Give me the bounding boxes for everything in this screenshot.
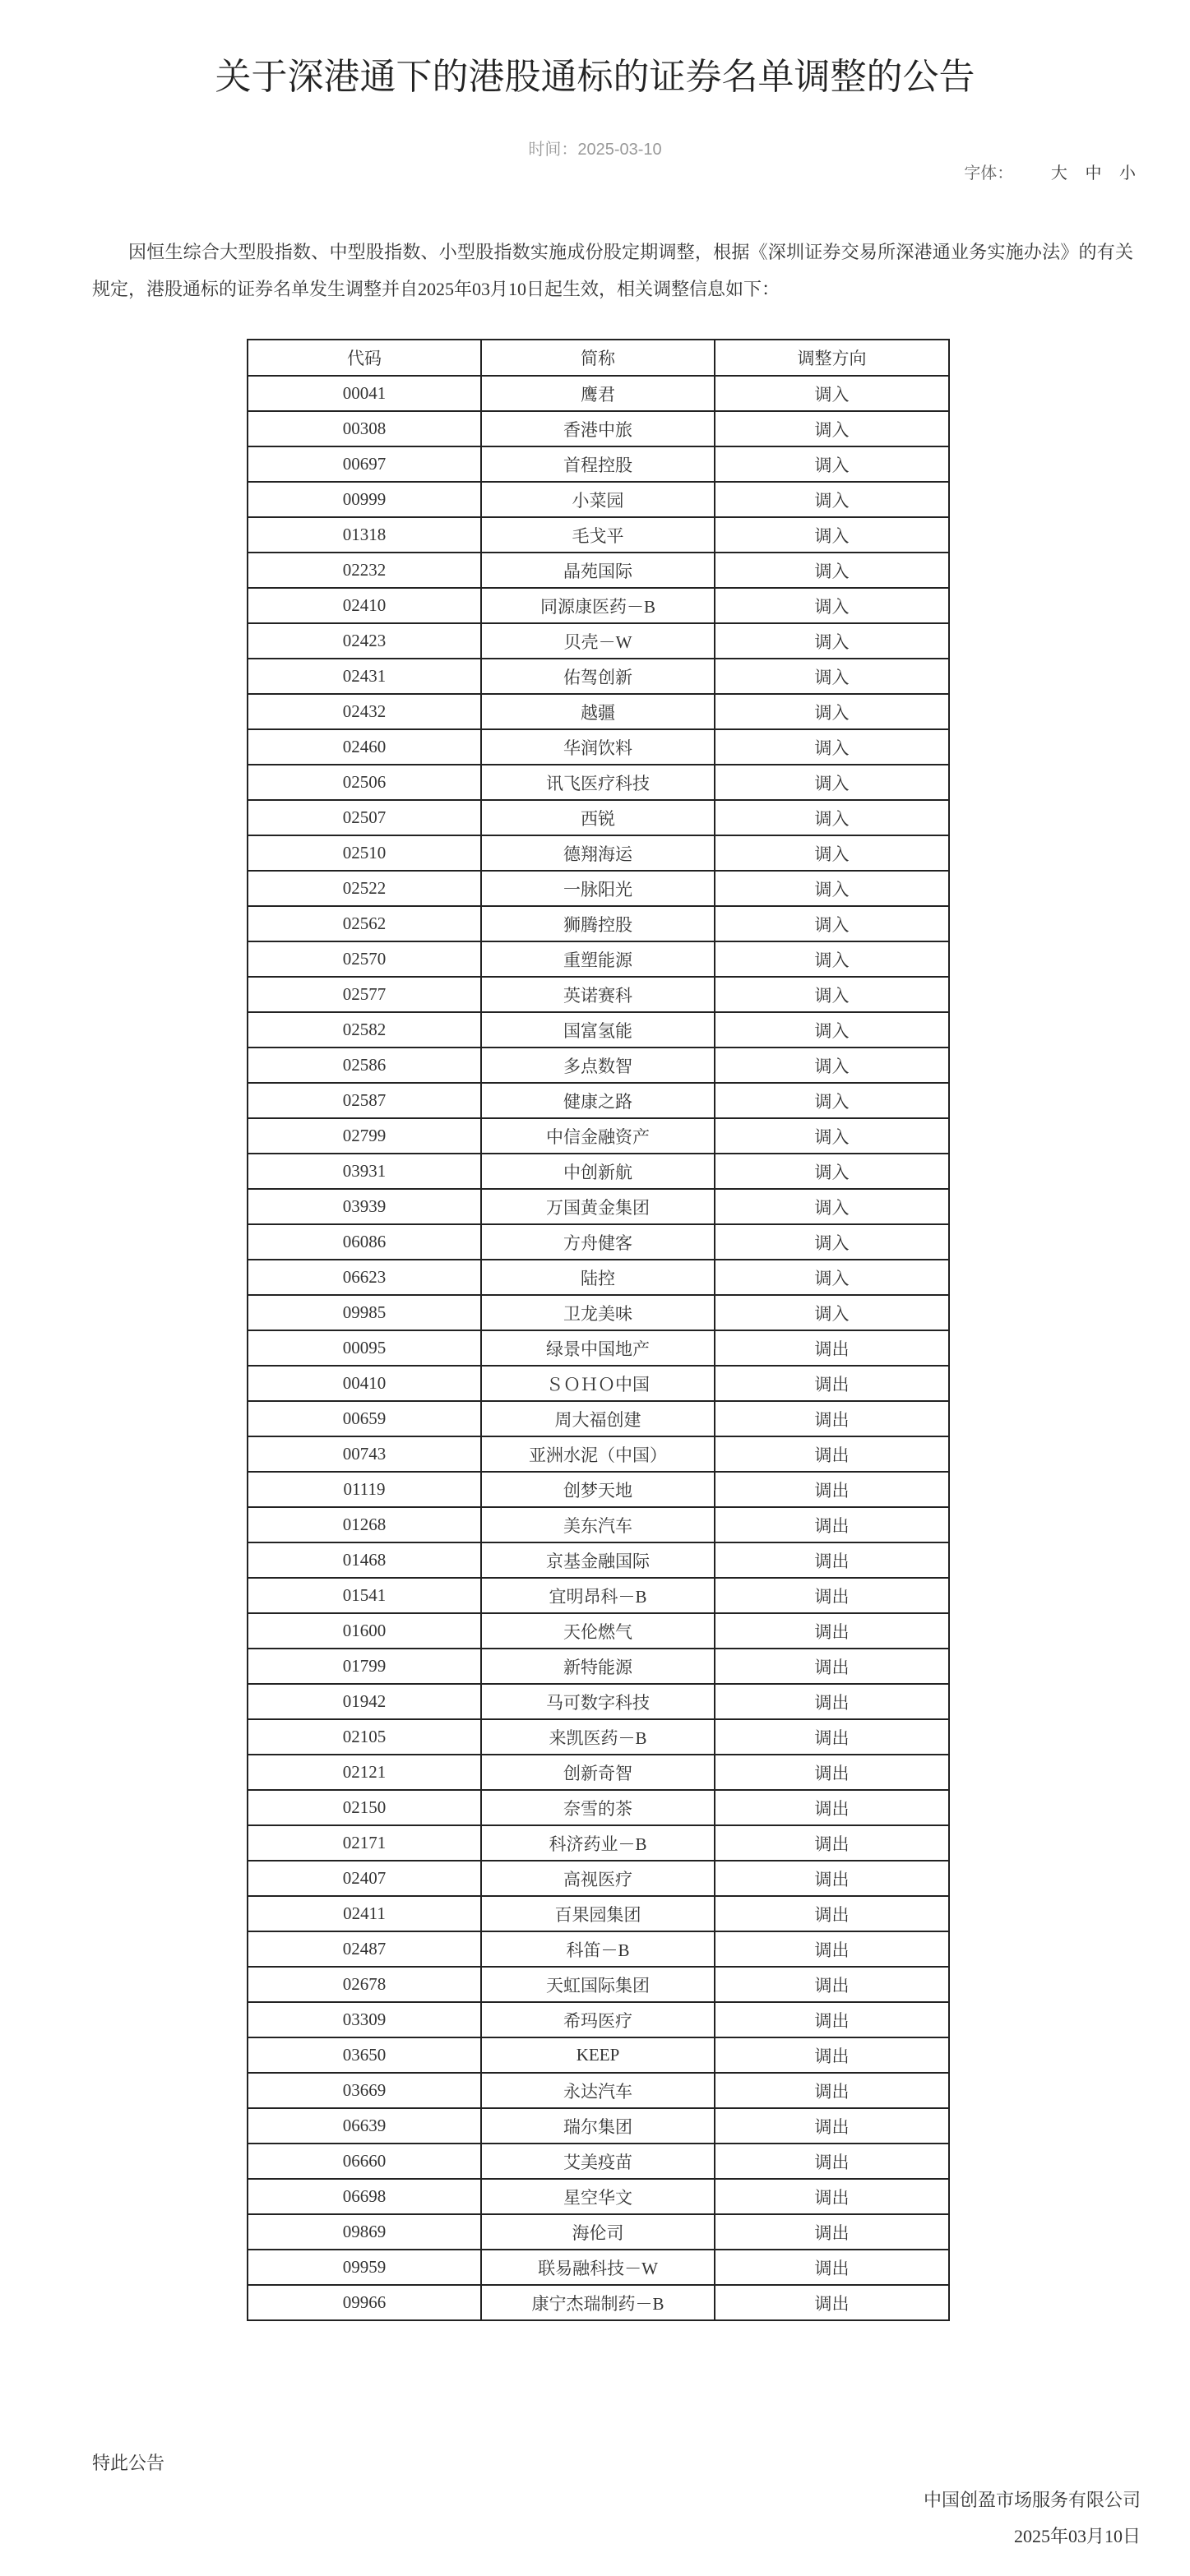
table-row — [248, 1330, 949, 1366]
direction-cell: 调出 — [715, 1967, 949, 2002]
stock-code-cell: 00308 — [248, 411, 481, 446]
stock-name-cell: 星空华文 — [481, 2179, 715, 2214]
header-code: 代码 — [248, 340, 481, 376]
stock-name-cell: 奈雪的茶 — [481, 1790, 715, 1825]
stock-name-cell: 创梦天地 — [481, 1472, 715, 1507]
table-row — [248, 1295, 949, 1330]
stock-code-cell: 02678 — [248, 1967, 481, 2002]
table-row — [248, 1083, 949, 1118]
direction-cell: 调出 — [715, 1613, 949, 1649]
table-row — [248, 659, 949, 694]
direction-cell: 调出 — [715, 1684, 949, 1719]
table-row — [248, 1967, 949, 2002]
direction-cell: 调出 — [715, 1401, 949, 1436]
stock-name-cell: 卫龙美味 — [481, 1295, 715, 1330]
direction-cell: 调出 — [715, 1861, 949, 1896]
stock-code-cell: 02410 — [248, 588, 481, 623]
stock-code-cell: 06623 — [248, 1260, 481, 1295]
direction-cell: 调出 — [715, 1366, 949, 1401]
stock-name-cell: 毛戈平 — [481, 517, 715, 553]
stock-name-cell: 绿景中国地产 — [481, 1330, 715, 1366]
direction-cell: 调入 — [715, 765, 949, 800]
table-row — [248, 1649, 949, 1684]
stock-code-cell: 03931 — [248, 1154, 481, 1189]
stock-name-cell: 联易融科技－W — [481, 2250, 715, 2285]
stock-name-cell: 鹰君 — [481, 376, 715, 411]
stock-name-cell: 德翔海运 — [481, 835, 715, 871]
stock-code-cell: 02799 — [248, 1118, 481, 1154]
table-row — [248, 2214, 949, 2250]
direction-cell: 调入 — [715, 977, 949, 1012]
direction-cell: 调出 — [715, 1896, 949, 1931]
stock-name-cell: 贝壳－W — [481, 623, 715, 659]
direction-cell: 调出 — [715, 1719, 949, 1755]
stock-name-cell: 百果园集团 — [481, 1896, 715, 1931]
table-row — [248, 1154, 949, 1189]
direction-cell: 调入 — [715, 1154, 949, 1189]
stock-name-cell: 创新奇智 — [481, 1755, 715, 1790]
stock-name-cell: 美东汽车 — [481, 1507, 715, 1542]
direction-cell: 调入 — [715, 659, 949, 694]
table-row — [248, 941, 949, 977]
font-size-small-button[interactable]: 小 — [1119, 164, 1136, 183]
table-row — [248, 2285, 949, 2320]
table-row — [248, 835, 949, 871]
stock-code-cell: 01799 — [248, 1649, 481, 1684]
stock-code-cell: 02171 — [248, 1825, 481, 1861]
stock-name-cell: 健康之路 — [481, 1083, 715, 1118]
stock-code-cell: 03669 — [248, 2073, 481, 2108]
table-row — [248, 623, 949, 659]
direction-cell: 调入 — [715, 1260, 949, 1295]
table-body — [248, 376, 949, 2320]
publish-time: 时间：2025-03-10 — [528, 141, 662, 159]
stock-code-cell: 02510 — [248, 835, 481, 871]
direction-cell: 调入 — [715, 835, 949, 871]
stock-code-cell: 01468 — [248, 1542, 481, 1578]
stock-name-cell: 京基金融国际 — [481, 1542, 715, 1578]
direction-cell: 调出 — [715, 1436, 949, 1472]
direction-cell: 调出 — [715, 1542, 949, 1578]
table-row — [248, 1931, 949, 1967]
direction-cell: 调入 — [715, 1118, 949, 1154]
table-row — [248, 1684, 949, 1719]
stock-code-cell: 06086 — [248, 1224, 481, 1260]
adjustment-table — [247, 339, 950, 2321]
table-row — [248, 482, 949, 517]
table-row — [248, 2108, 949, 2144]
direction-cell: 调入 — [715, 1083, 949, 1118]
stock-name-cell: 希玛医疗 — [481, 2002, 715, 2037]
stock-name-cell: 一脉阳光 — [481, 871, 715, 906]
direction-cell: 调出 — [715, 2285, 949, 2320]
stock-name-cell: 天伦燃气 — [481, 1613, 715, 1649]
stock-name-cell: 越疆 — [481, 694, 715, 729]
stock-code-cell: 06639 — [248, 2108, 481, 2144]
table-row — [248, 765, 949, 800]
stock-name-cell: 来凯医药－B — [481, 1719, 715, 1755]
direction-cell: 调入 — [715, 482, 949, 517]
direction-cell: 调出 — [715, 2108, 949, 2144]
direction-cell: 调入 — [715, 1012, 949, 1048]
stock-code-cell: 02431 — [248, 659, 481, 694]
table-row — [248, 1048, 949, 1083]
stock-name-cell: ＳＯＨＯ中国 — [481, 1366, 715, 1401]
header-name: 简称 — [481, 340, 715, 376]
intro-paragraph: 因恒生综合大型股指数、中型股指数、小型股指数实施成份股定期调整，根据《深圳证券交易所深港通业务实施办法》的有关规定，港股通标的证券名单发生调整并自2025年03月10日起生效，相关调整信息如下： — [92, 242, 1133, 299]
stock-code-cell: 01268 — [248, 1507, 481, 1542]
table-row — [248, 553, 949, 588]
stock-name-cell: 高视医疗 — [481, 1861, 715, 1896]
table-row — [248, 1507, 949, 1542]
table-row — [248, 1542, 949, 1578]
stock-code-cell: 03309 — [248, 2002, 481, 2037]
stock-code-cell: 01541 — [248, 1578, 481, 1613]
direction-cell: 调入 — [715, 411, 949, 446]
table-row — [248, 1825, 949, 1861]
stock-code-cell: 02577 — [248, 977, 481, 1012]
table-row — [248, 729, 949, 765]
table-row — [248, 1790, 949, 1825]
table-row — [248, 2250, 949, 2285]
table-row — [248, 1896, 949, 1931]
stock-name-cell: 国富氢能 — [481, 1012, 715, 1048]
stock-name-cell: 同源康医药－B — [481, 588, 715, 623]
direction-cell: 调出 — [715, 2037, 949, 2073]
table-row — [248, 517, 949, 553]
stock-code-cell: 09869 — [248, 2214, 481, 2250]
direction-cell: 调入 — [715, 729, 949, 765]
direction-cell: 调出 — [715, 1507, 949, 1542]
table-row — [248, 2179, 949, 2214]
stock-code-cell: 02582 — [248, 1012, 481, 1048]
stock-code-cell: 02522 — [248, 871, 481, 906]
stock-name-cell: 马可数字科技 — [481, 1684, 715, 1719]
stock-code-cell: 00999 — [248, 482, 481, 517]
stock-code-cell: 02105 — [248, 1719, 481, 1755]
table-row — [248, 2144, 949, 2179]
table-row — [248, 2073, 949, 2108]
stock-code-cell: 09966 — [248, 2285, 481, 2320]
direction-cell: 调出 — [715, 2002, 949, 2037]
stock-name-cell: 英诺赛科 — [481, 977, 715, 1012]
table-row — [248, 446, 949, 482]
stock-name-cell: 首程控股 — [481, 446, 715, 482]
stock-code-cell: 02562 — [248, 906, 481, 941]
stock-code-cell: 00041 — [248, 376, 481, 411]
organization-name: 中国创盈市场服务有限公司 — [923, 2490, 1141, 2510]
font-size-large-button[interactable]: 大 — [1050, 164, 1067, 183]
direction-cell: 调出 — [715, 1755, 949, 1790]
stock-name-cell: 多点数智 — [481, 1048, 715, 1083]
direction-cell: 调出 — [715, 1931, 949, 1967]
direction-cell: 调入 — [715, 446, 949, 482]
stock-code-cell: 01318 — [248, 517, 481, 553]
stock-name-cell: 科济药业－B — [481, 1825, 715, 1861]
stock-code-cell: 00659 — [248, 1401, 481, 1436]
direction-cell: 调入 — [715, 623, 949, 659]
stock-code-cell: 02432 — [248, 694, 481, 729]
page-title: 关于深港通下的港股通标的证券名单调整的公告 — [215, 56, 975, 98]
stock-code-cell: 02586 — [248, 1048, 481, 1083]
stock-code-cell: 02506 — [248, 765, 481, 800]
table-row — [248, 906, 949, 941]
direction-cell: 调入 — [715, 376, 949, 411]
stock-name-cell: 新特能源 — [481, 1649, 715, 1684]
stock-name-cell: 小菜园 — [481, 482, 715, 517]
table-header-row — [248, 340, 949, 376]
stock-code-cell: 01119 — [248, 1472, 481, 1507]
table-row — [248, 871, 949, 906]
stock-name-cell: 狮腾控股 — [481, 906, 715, 941]
table-row — [248, 1578, 949, 1613]
table-row — [248, 2002, 949, 2037]
stock-code-cell: 02587 — [248, 1083, 481, 1118]
table-row — [248, 1189, 949, 1224]
stock-code-cell: 02407 — [248, 1861, 481, 1896]
table-row — [248, 1719, 949, 1755]
table-row — [248, 1755, 949, 1790]
stock-code-cell: 02121 — [248, 1755, 481, 1790]
stock-name-cell: 万国黄金集团 — [481, 1189, 715, 1224]
font-size-medium-button[interactable]: 中 — [1085, 164, 1102, 183]
direction-cell: 调出 — [715, 1330, 949, 1366]
stock-code-cell: 02423 — [248, 623, 481, 659]
table-row — [248, 1012, 949, 1048]
stock-name-cell: 佑驾创新 — [481, 659, 715, 694]
direction-cell: 调出 — [715, 2250, 949, 2285]
stock-code-cell: 00743 — [248, 1436, 481, 1472]
stock-code-cell: 03650 — [248, 2037, 481, 2073]
table-row — [248, 588, 949, 623]
stock-name-cell: 宜明昂科－B — [481, 1578, 715, 1613]
header-direction: 调整方向 — [715, 340, 949, 376]
stock-code-cell: 02460 — [248, 729, 481, 765]
direction-cell: 调入 — [715, 694, 949, 729]
stock-name-cell: 中信金融资产 — [481, 1118, 715, 1154]
stock-name-cell: 瑞尔集团 — [481, 2108, 715, 2144]
direction-cell: 调出 — [715, 1825, 949, 1861]
stock-code-cell: 06698 — [248, 2179, 481, 2214]
stock-name-cell: 亚洲水泥（中国） — [481, 1436, 715, 1472]
direction-cell: 调入 — [715, 1224, 949, 1260]
stock-name-cell: 海伦司 — [481, 2214, 715, 2250]
table-row — [248, 977, 949, 1012]
stock-code-cell: 02570 — [248, 941, 481, 977]
table-row — [248, 1366, 949, 1401]
direction-cell: 调出 — [715, 2214, 949, 2250]
font-size-label: 字体： — [964, 164, 1014, 183]
stock-code-cell: 03939 — [248, 1189, 481, 1224]
direction-cell: 调入 — [715, 588, 949, 623]
stock-name-cell: 艾美疫苗 — [481, 2144, 715, 2179]
stock-name-cell: 永达汽车 — [481, 2073, 715, 2108]
table-row — [248, 411, 949, 446]
stock-name-cell: 陆控 — [481, 1260, 715, 1295]
stock-name-cell: 方舟健客 — [481, 1224, 715, 1260]
stock-name-cell: 科笛－B — [481, 1931, 715, 1967]
direction-cell: 调出 — [715, 1649, 949, 1684]
direction-cell: 调入 — [715, 1295, 949, 1330]
stock-code-cell: 01600 — [248, 1613, 481, 1649]
stock-code-cell: 02487 — [248, 1931, 481, 1967]
table-row — [248, 1224, 949, 1260]
table-row — [248, 376, 949, 411]
stock-name-cell: 华润饮料 — [481, 729, 715, 765]
stock-code-cell: 09959 — [248, 2250, 481, 2285]
stock-name-cell: 中创新航 — [481, 1154, 715, 1189]
stock-name-cell: 康宁杰瑞制药－B — [481, 2285, 715, 2320]
signoff — [924, 2482, 1141, 2555]
stock-name-cell: 西锐 — [481, 800, 715, 835]
font-size-switcher — [964, 160, 1136, 183]
stock-name-cell: 周大福创建 — [481, 1401, 715, 1436]
stock-code-cell: 02232 — [248, 553, 481, 588]
table-row — [248, 694, 949, 729]
table-row — [248, 1118, 949, 1154]
direction-cell: 调入 — [715, 871, 949, 906]
direction-cell: 调入 — [715, 1189, 949, 1224]
stock-code-cell: 02411 — [248, 1896, 481, 1931]
table-row — [248, 1436, 949, 1472]
stock-code-cell: 09985 — [248, 1295, 481, 1330]
direction-cell: 调入 — [715, 553, 949, 588]
direction-cell: 调入 — [715, 800, 949, 835]
direction-cell: 调出 — [715, 2144, 949, 2179]
stock-name-cell: 重塑能源 — [481, 941, 715, 977]
stock-code-cell: 06660 — [248, 2144, 481, 2179]
direction-cell: 调出 — [715, 2179, 949, 2214]
stock-code-cell: 01942 — [248, 1684, 481, 1719]
stock-name-cell: 天虹国际集团 — [481, 1967, 715, 2002]
table-row — [248, 1613, 949, 1649]
stock-name-cell: KEEP — [481, 2037, 715, 2073]
table-row — [248, 1401, 949, 1436]
stock-name-cell: 讯飞医疗科技 — [481, 765, 715, 800]
direction-cell: 调出 — [715, 1578, 949, 1613]
direction-cell: 调入 — [715, 1048, 949, 1083]
direction-cell: 调出 — [715, 2073, 949, 2108]
direction-cell: 调入 — [715, 941, 949, 977]
stock-name-cell: 晶苑国际 — [481, 553, 715, 588]
table-row — [248, 1472, 949, 1507]
table-row — [248, 2037, 949, 2073]
stock-code-cell: 00095 — [248, 1330, 481, 1366]
closing-text: 特此公告 — [92, 2453, 165, 2473]
direction-cell: 调出 — [715, 1790, 949, 1825]
table-row — [248, 800, 949, 835]
stock-code-cell: 00697 — [248, 446, 481, 482]
stock-code-cell: 02507 — [248, 800, 481, 835]
stock-name-cell: 香港中旅 — [481, 411, 715, 446]
direction-cell: 调入 — [715, 906, 949, 941]
direction-cell: 调出 — [715, 1472, 949, 1507]
stock-code-cell: 00410 — [248, 1366, 481, 1401]
table-row — [248, 1260, 949, 1295]
table-row — [248, 1861, 949, 1896]
stock-code-cell: 02150 — [248, 1790, 481, 1825]
direction-cell: 调入 — [715, 517, 949, 553]
signoff-date: 2025年03月10日 — [1013, 2526, 1141, 2546]
